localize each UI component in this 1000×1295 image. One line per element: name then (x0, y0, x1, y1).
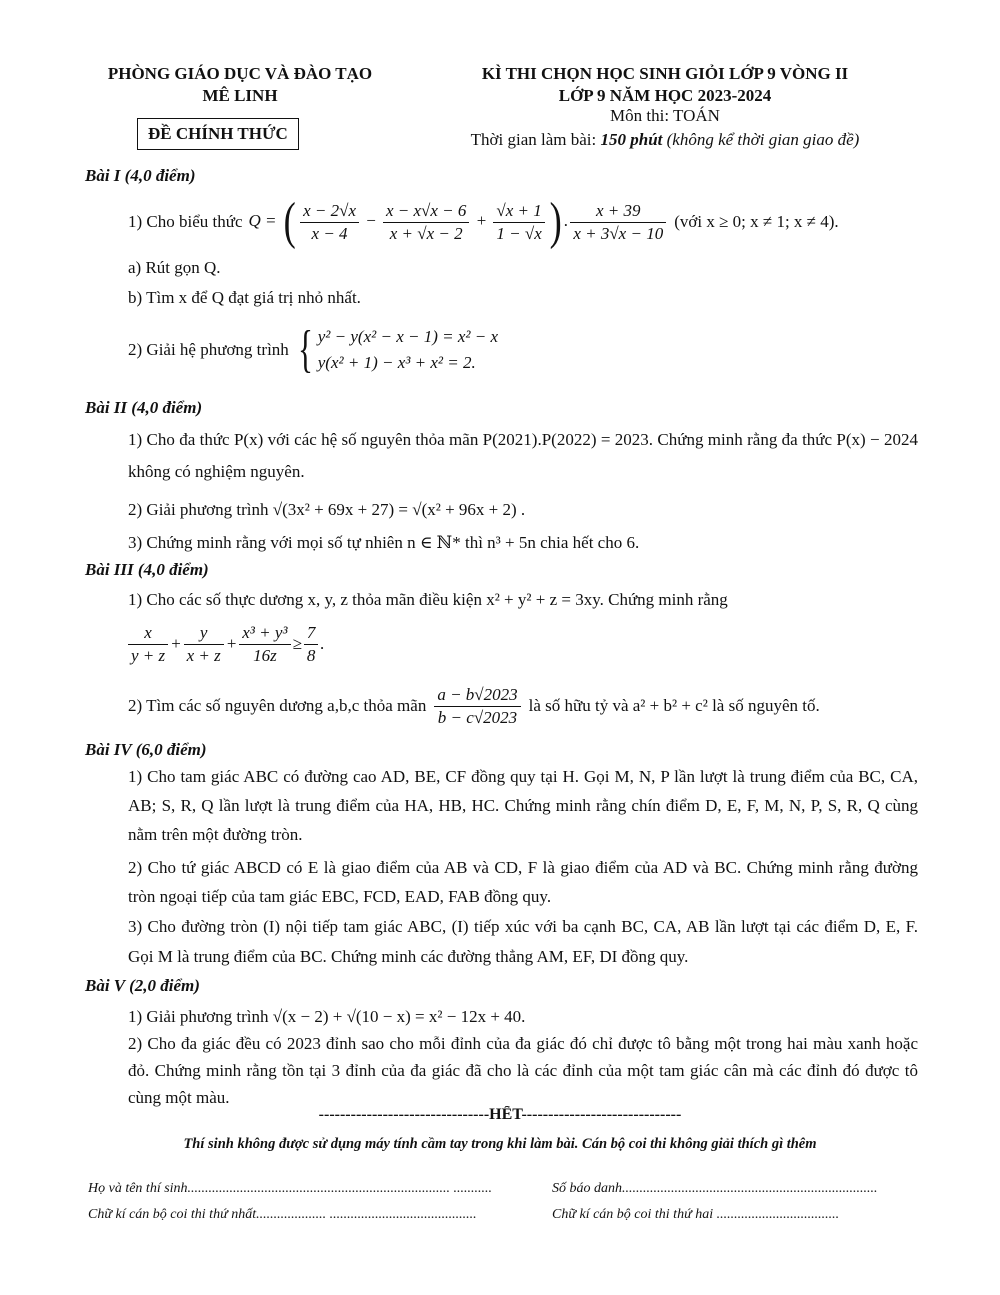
bai1-q1b: b) Tìm x để Q đạt giá trị nhỏ nhất. (128, 288, 361, 307)
bai2-q3: 3) Chứng minh rằng với mọi số tự nhiên n ∈ ℕ* thì n³ + 5n chia hết cho 6. (128, 533, 640, 552)
ratio-expression: $\frac{a - b√2023}{b - c√2023}$ (432, 684, 522, 729)
bai1-q1 (128, 192, 928, 252)
section-title-1: Bài I (4,0 điểm) (85, 166, 196, 185)
time-prefix: Thời gian làm bài: (470, 130, 601, 149)
equation-1: y² − y(x² − x − 1) = x² − x (317, 327, 499, 346)
section-title-5: Bài V (2,0 điểm) (85, 976, 200, 995)
bai2-q2: 2) Giải phương trình √(3x² + 69x + 27) = √(x² + 96x + 2) . (128, 500, 526, 519)
candidate-id-field: Số báo danh......................................................................... (552, 1181, 878, 1196)
exam-note: Thí sinh không được sử dụng máy tính cầm tay trong khi làm bài. Cán bộ coi thi không giải thích gì thêm (183, 1136, 817, 1152)
expression-q: Q = ( $\frac{x - 2√x}{x - 4}$ − $\frac{x - x√x - 6}{x + √x - 2}$ + $\frac{√x + 1}{1 - √x}$ ) . $\frac{x + 39}{x + 3√x - 10}$ (249, 196, 669, 248)
bai1-q1a: a) Rút gọn Q. (128, 258, 221, 277)
bai2-q1: 1) Cho đa thức P(x) với các hệ số nguyên thỏa mãn P(2021).P(2022) = 2023. Chứng minh rằng đa thức P(x) − 2024 không có nghiệm nguyên. (128, 430, 918, 481)
supervisor-1-signature: Chữ kí cán bộ coi thi thứ nhất.................... .......................................... (88, 1207, 477, 1222)
brace-icon: { (297, 321, 313, 378)
bai4-q3: 3) Cho đường tròn (I) nội tiếp tam giác ABC, (I) tiếp xúc với ba cạnh BC, CA, AB lần lượt tại các điểm D, E, F. Gọi M là trung điểm của BC. Chứng minh các đường thẳng AM, EF, DI đồng quy. (128, 917, 918, 966)
end-mark: --------------------------------HẾT------------------------------ (318, 1106, 682, 1123)
department-name: PHÒNG GIÁO DỤC VÀ ĐÀO TẠO (107, 64, 373, 83)
section-title-3: Bài III (4,0 điểm) (85, 560, 209, 579)
exam-time (420, 130, 910, 150)
bai3-inequality: $\frac{x}{y + z}$ + $\frac{y}{x + z}$ + $\frac{\text{x³ + y³}}{16z}$ ≥ $\frac{7}{8}$ . (126, 618, 325, 670)
section-title-2: Bài II (4,0 điểm) (85, 398, 203, 417)
bai1-q1-prefix: 1) Cho biểu thức (128, 212, 243, 231)
exam-subject: Môn thi: TOÁN (610, 106, 720, 125)
bai4-q1: 1) Cho tam giác ABC có đường cao AD, BE, CF đồng quy tại H. Gọi M, N, P lần lượt là trung điểm của BC, CA, AB; S, R, Q lần lượt là trung điểm của HA, HB, HC. Chứng minh rằng chín điểm D, E, F, M, N, P, S, R, Q cùng nằm trên một đường tròn. (128, 767, 918, 844)
bai5-q1: 1) Giải phương trình √(x − 2) + √(10 − x) = x² − 12x + 40. (128, 1007, 526, 1026)
supervisor-2-signature: Chữ kí cán bộ coi thi thứ hai ................................... (552, 1207, 840, 1222)
bai3-q1: 1) Cho các số thực dương x, y, z thỏa mãn điều kiện x² + y² + z = 3xy. Chứng minh rằng (128, 590, 728, 609)
section-title-4: Bài IV (6,0 điểm) (85, 740, 207, 759)
bai3-q2-prefix: 2) Tìm các số nguyên dương a,b,c thỏa mãn (128, 696, 427, 715)
time-note: (không kể thời gian giao đề) (662, 130, 860, 149)
equation-2: y(x² + 1) − x³ + x² = 2. (317, 353, 476, 372)
exam-title: KÌ THI CHỌN HỌC SINH GIỎI LỚP 9 VÒNG II (481, 64, 849, 83)
official-label: ĐỀ CHÍNH THỨC (137, 118, 299, 150)
bai5-q2: 2) Cho đa giác đều có 2023 đỉnh sao cho mỗi đỉnh của đa giác đó chỉ được tô bằng một trong hai màu xanh hoặc đỏ. Chứng minh rằng tồn tại 3 đỉnh của đa giác đã cho là các đỉnh của một tam giác cân mà các đỉnh đó được tô cùng một màu. (128, 1034, 918, 1107)
exam-year: LỚP 9 NĂM HỌC 2023-2024 (558, 86, 772, 105)
district-name: MÊ LINH (202, 86, 278, 105)
bai3-q2 (128, 680, 820, 732)
bai3-q2-suffix: là số hữu tỷ và a² + b² + c² là số nguyên tố. (528, 696, 820, 715)
bai4-q2: 2) Cho tứ giác ABCD có E là giao điểm của AB và CD, F là giao điểm của AD và BC. Chứng minh rằng đường tròn ngoại tiếp của tam giác EBC, FCD, EAD, FAB đồng quy. (128, 858, 918, 906)
equation-system (318, 324, 498, 376)
bai1-q2 (128, 318, 498, 382)
time-value: 150 phút (600, 130, 663, 149)
bai1-q1-condition: (với x ≥ 0; x ≠ 1; x ≠ 4). (674, 212, 839, 231)
candidate-name-field: Họ và tên thí sinh........................................................................... ........... (88, 1181, 493, 1196)
bai1-q2-prefix: 2) Giải hệ phương trình (128, 340, 289, 359)
